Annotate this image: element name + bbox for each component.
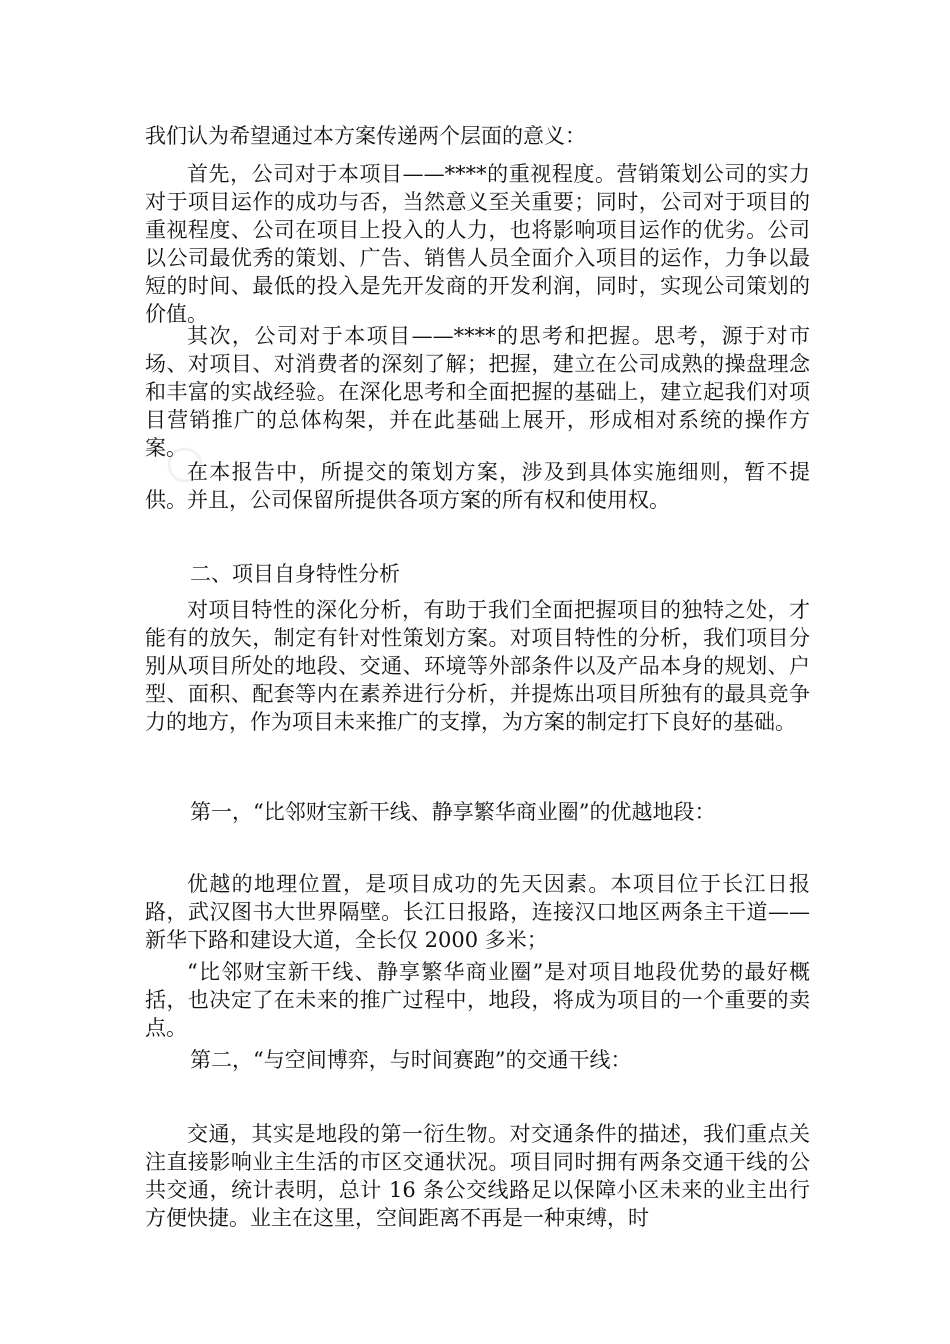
paragraph-first-significance: 首先，公司对于本项目——****的重视程度。营销策划公司的实力对于项目运作的成功与否，当然意义至关重要；同时，公司对于项目的重视程度、公司在项目上投入的人力，也将影响项目运作的优劣。公司以公司最优秀的策划、广告、销售人员全面介入项目的运作，力争以最短的时间、最低的投入是先开发商的开发利润，同时，实现公司策划的价值。	[145, 162, 810, 326]
paragraph-traffic: 交通，其实是地段的第一衍生物。对交通条件的描述，我们重点关注直接影响业主生活的市区交通状况。项目同时拥有两条交通干线的公共交通，统计表明，总计 16 条公交线路足以保障小区未来的业主出行方便快捷。业主在这里，空间距离不再是一种束缚，时	[145, 1122, 810, 1230]
intro-paragraph: 我们认为希望通过本方案传递两个层面的意义：	[145, 124, 586, 148]
subheading-location: 第一，“比邻财宝新干线、静享繁华商业圈”的优越地段：	[190, 800, 716, 824]
paragraph-location-slogan: “比邻财宝新干线、静享繁华商业圈”是对项目地段优势的最好概括，也决定了在未来的推广过程中，地段，将成为项目的一个重要的卖点。	[145, 960, 810, 1040]
paragraph-location: 优越的地理位置，是项目成功的先天因素。本项目位于长江日报路，武汉图书大世界隔壁。长江日报路，连接汉口地区两条主干道——新华下路和建设大道，全长仅 2000 多米；	[145, 872, 810, 952]
section-heading: 二、项目自身特性分析	[190, 562, 400, 586]
paragraph-report-rights: 在本报告中，所提交的策划方案，涉及到具体实施细则，暂不提供。并且，公司保留所提供各项方案的所有权和使用权。	[145, 460, 810, 512]
paragraph-second-significance: 其次，公司对于本项目——****的思考和把握。思考，源于对市场、对项目、对消费者的深刻了解；把握，建立在公司成熟的操盘理念和丰富的实战经验。在深化思考和全面把握的基础上，建立起我们对项目营销推广的总体构架，并在此基础上展开，形成相对系统的操作方案。	[145, 324, 810, 460]
paragraph-project-analysis: 对项目特性的深化分析，有助于我们全面把握项目的独特之处，才能有的放矢，制定有针对性策划方案。对项目特性的分析，我们项目分别从项目所处的地段、交通、环境等外部条件以及产品本身的规划、户型、面积、配套等内在素养进行分析，并提炼出项目所独有的最具竞争力的地方，作为项目未来推广的支撑，为方案的制定打下良好的基础。	[145, 598, 810, 734]
subheading-traffic: 第二，“与空间博弈，与时间赛跑”的交通干线：	[190, 1048, 632, 1072]
